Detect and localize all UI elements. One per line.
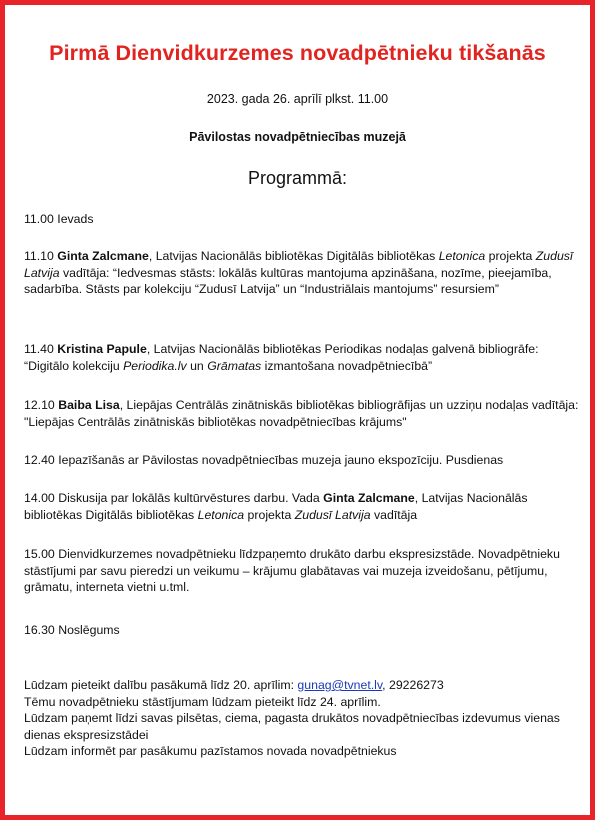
inform-request: Lūdzam informēt par pasākumu pazīstamos novada novadpētniekus — [24, 744, 397, 758]
speaker-name: Kristina Papule — [57, 342, 147, 356]
exhibition-request: Lūdzam paņemt līdzi savas pilsētas, ciema, pagasta drukātos novadpētniecības izdevumus vienas dienas ekspresizstādei — [24, 711, 560, 742]
speaker-name: Ginta Zalcmane — [57, 249, 149, 263]
item-text: , Liepājas Centrālās zinātniskās bibliotēkas bibliogrāfijas un uzziņu nodaļas vadītāja: "Liepājas Centrālās zinātniskās bibliotēkas novadpētniecības krājums" — [24, 398, 579, 429]
item-text: 16.30 Noslēgums — [24, 623, 120, 637]
program-item-1140 — [24, 341, 584, 374]
program-item-1240 — [24, 452, 584, 469]
program-heading: Programmā: — [247, 168, 348, 188]
collection-name: Periodika.lv — [123, 358, 187, 373]
speaker-name: Ginta Zalcmane — [323, 491, 415, 505]
project-name: Zudusī Latvija — [294, 507, 371, 522]
item-time: 11.40 — [24, 342, 54, 356]
registration-text: Lūdzam pieteikt dalību pasākumā līdz 20. aprīlim: — [24, 678, 294, 692]
event-date: 2023. gada 26. aprīlī plkst. 11.00 — [206, 92, 389, 106]
item-text: vadītāja — [374, 507, 418, 522]
project-name: Zudusī Latvija — [24, 249, 573, 280]
item-text: , Latvijas Nacionālās bibliotēkas Digitālās bibliotēkas — [148, 249, 436, 263]
item-text: projekta — [247, 507, 292, 522]
collection-name: Grāmatas — [207, 358, 262, 373]
registration-info — [24, 677, 584, 760]
item-text: projekta — [488, 249, 533, 263]
topic-deadline: Tēmu novadpētnieku stāstījumam lūdzam pieteikt līdz 24. aprīlim. — [24, 694, 381, 709]
item-text: un — [190, 358, 204, 373]
program-item-1400 — [24, 490, 584, 523]
item-text: , Latvijas Nacionālās bibliotēkas Digitālās bibliotēkas — [24, 491, 528, 522]
program-item-1630 — [24, 622, 584, 639]
library-name: Letonica — [197, 507, 245, 522]
item-text: 15.00 Dienvidkurzemes novadpētnieku līdzpaņemto drukāto darbu ekspresizstāde. Novadpētnieku stāstījumi par savu pieredzi un veikumu – krājumu glabātavas vai muzeja izveidošanu, pētījumu, grāmatu, interneta vietni u.tml. — [24, 547, 560, 594]
event-venue: Pāvilostas novadpētniecības muzejā — [189, 130, 406, 144]
item-time: 11.10 — [24, 249, 54, 263]
library-name: Letonica — [438, 249, 486, 263]
item-text: 11.00 Ievads — [24, 212, 94, 226]
item-time: 12.10 — [24, 398, 55, 412]
item-text: 14.00 Diskusija par lokālās kultūrvēstures darbu. Vada — [24, 491, 320, 505]
item-text: izmantošana novadpētniecībā” — [264, 358, 433, 373]
phone-number: , 29226273 — [382, 678, 444, 692]
speaker-name: Baiba Lisa — [58, 398, 120, 412]
item-text: , Latvijas Nacionālās bibliotēkas Periodikas nodaļas galvenā bibliogrāfe: “Digitālo kolekciju — [24, 342, 539, 373]
program-item-1110 — [24, 248, 584, 298]
poster-title: Pirmā Dienvidkurzemes novadpētnieku tikšanās — [49, 41, 546, 65]
program-item-1500 — [24, 546, 584, 596]
email-link[interactable]: gunag@tvnet.lv — [297, 678, 383, 692]
item-text: 12.40 Iepazīšanās ar Pāvilostas novadpētniecības muzeja jauno ekspozīciju. Pusdienas — [24, 453, 504, 467]
program-item-1100 — [24, 211, 584, 228]
item-text: vadītāja: “Iedvesmas stāsts: lokālās kultūras mantojuma apzināšana, nozīme, pieejamība, sadarbība. Stāsts par kolekciju “Zudusī Latvija” un “Industriālais mantojums” resursiem” — [24, 265, 552, 296]
program-item-1210 — [24, 397, 584, 430]
